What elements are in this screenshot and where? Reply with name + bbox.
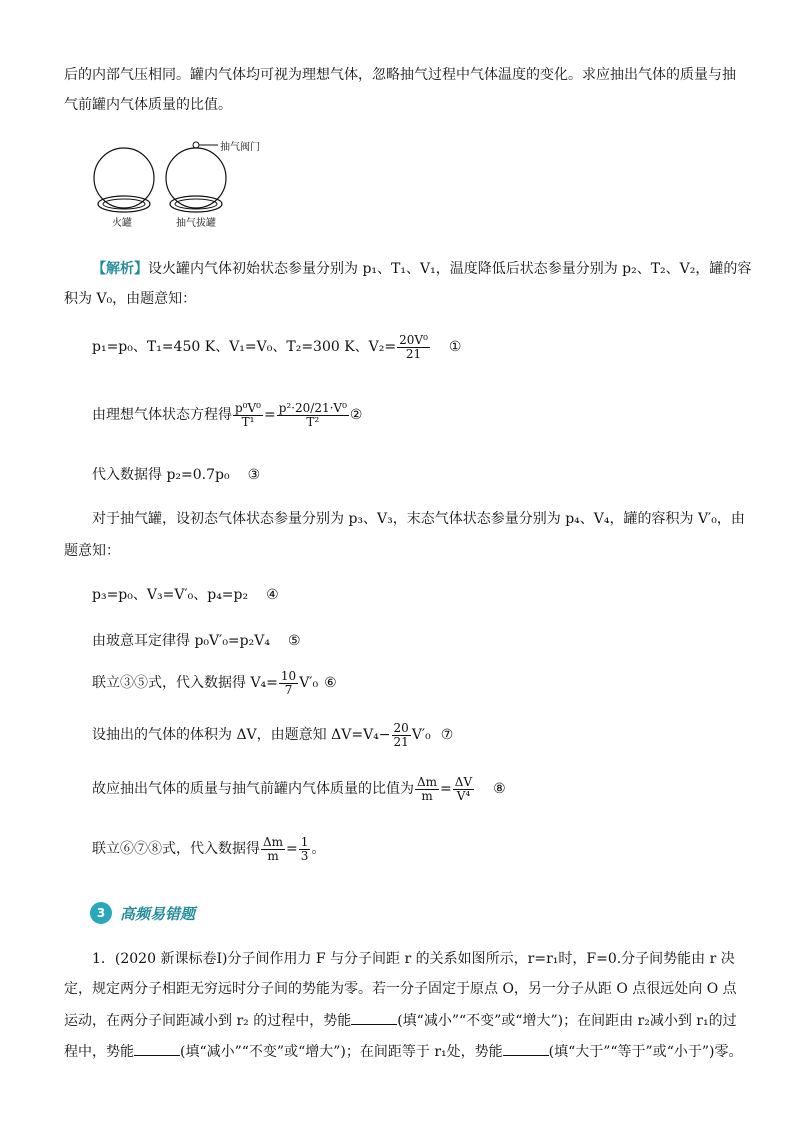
fraction-numerator: p²·20/21·V⁰ (278, 401, 347, 415)
fraction-denominator: 7 (284, 682, 293, 697)
suction-jar-drawing (166, 142, 226, 212)
solution-para-1 (92, 258, 751, 278)
equation-9-text: 联立⑥⑦⑧式，代入数据得 (92, 841, 260, 858)
equation-7-tail: V′₀ (411, 727, 431, 744)
section-title: 高频易错题 (120, 904, 196, 923)
equation-7-mark: ⑦ (440, 727, 454, 744)
equation-4-text: p₃=p₀、V₃=V′₀、p₄=p₂ (92, 587, 249, 603)
fraction-denominator: T² (306, 414, 320, 429)
answer-blank-2[interactable] (134, 1043, 180, 1056)
equation-1-fraction (397, 334, 430, 360)
intro-line-2: 气前罐内气体质量的比值。 (64, 97, 232, 113)
question-line-3 (64, 1010, 737, 1030)
question-line-4-b: (填“减小”“不变”或“增大”)；在间距等于 r₁处，势能 (180, 1044, 503, 1060)
equation-9: 联立⑥⑦⑧式，代入数据得 $\frac{\Delta m}{m}$ = $\frac{1}{3}$ 。 (92, 835, 326, 863)
fraction-numerator: Δm (417, 775, 438, 789)
equation-6-mark: ⑥ (324, 675, 337, 692)
fire-jar-drawing (94, 148, 154, 212)
solution-tag: 【解析】 (92, 261, 148, 277)
equation-8: 故应抽出气体的质量与抽气前罐内气体质量的比值为 $\frac{\Delta m}{m}$ = $\frac{\Delta V}{\text{V⁴}}$ ⑧ (92, 775, 506, 803)
fraction-denominator: V⁴ (456, 788, 471, 803)
answer-blank-3[interactable] (503, 1043, 549, 1056)
equation-2-text: 由理想气体状态方程得 (92, 407, 232, 424)
equation-3-mark: ③ (247, 467, 261, 483)
solution-para-2b: 题意知： (64, 543, 120, 559)
fraction-denominator: 21 (405, 346, 422, 361)
equation-9-left-fraction (261, 836, 285, 862)
fraction-denominator: m (421, 788, 433, 803)
fraction-numerator: 1 (300, 835, 309, 849)
equation-8-mark: ⑧ (493, 781, 506, 798)
equation-1-text: p₁=p₀、T₁=450 K、V₁=V₀、T₂=300 K、V₂= (92, 339, 397, 356)
fire-jar-label: 火罐 (112, 218, 132, 229)
fraction-numerator: p⁰V⁰ (235, 401, 261, 415)
equation-6-text: 联立③⑤式，代入数据得 V₄= (92, 675, 278, 692)
fraction-denominator: 21 (393, 734, 409, 749)
section-header (90, 902, 195, 924)
fraction-numerator: 10 (280, 669, 297, 683)
equation-7-text: 设抽出的气体的体积为 ΔV，由题意知 ΔV=V₄− (92, 727, 391, 744)
question-line-3-a: 运动，在两分子间距减小到 r₂ 的过程中，势能 (64, 1013, 352, 1029)
equation-4 (92, 584, 279, 604)
equation-2-left-fraction (233, 402, 263, 428)
question-line-1: 1．(2020 新课标卷Ⅰ)分子间作用力 F 与分子间距 r 的关系如图所示，r=r₁时，F=0.分子间势能由 r 决 (92, 951, 735, 967)
equation-8-right-fraction (453, 776, 474, 802)
solution-para-1b: 积为 V₀，由题意知： (64, 291, 197, 307)
equation-8-text: 故应抽出气体的质量与抽气前罐内气体质量的比值为 (92, 781, 414, 798)
equation-8-left-fraction (415, 776, 439, 802)
equation-5 (92, 630, 301, 650)
question-line-3-b: (填“减小”“不变”或“增大”)；在间距由 r₂减小到 r₁的过 (397, 1013, 737, 1029)
section-badge-icon: 3 (90, 902, 112, 924)
equation-3-text: 代入数据得 p₂=0.7p₀ (92, 467, 230, 483)
equation-5-mark: ⑤ (287, 633, 301, 649)
equation-7-fraction (392, 722, 411, 748)
fraction-denominator: 3 (300, 848, 309, 863)
equation-3 (92, 464, 260, 484)
solution-para-2: 对于抽气罐，设初态气体状态参量分别为 p₃、V₃，末态气体状态参量分别为 p₄、V₄，罐的容积为 V′₀，由 (92, 511, 745, 527)
fraction-numerator: Δm (263, 835, 284, 849)
question-line-4-a: 程中，势能 (64, 1044, 134, 1060)
question-line-4-c: (填“大于”“等于”或“小于”)零。 (548, 1044, 743, 1060)
equation-1 (92, 334, 461, 360)
valve-label: 抽气阀门 (220, 142, 260, 153)
equation-6-tail: V′₀ (299, 675, 319, 692)
question-line-4 (64, 1041, 743, 1061)
equation-2: 由理想气体状态方程得 $\frac{\text{p⁰V⁰}}{\text{T¹}}$ = $\frac{\text{p²·20/21·V⁰}}{\text{T²}}$ ② (92, 401, 363, 429)
equation-2-right-fraction (277, 402, 349, 428)
fraction-denominator: T¹ (241, 414, 255, 429)
equation-5-text: 由玻意耳定律得 p₀V′₀=p₂V₄ (92, 633, 270, 649)
equation-6 (92, 670, 337, 696)
fraction-numerator: 20V⁰ (399, 333, 428, 347)
equation-9-end: 。 (311, 841, 326, 858)
fraction-denominator: m (267, 848, 279, 863)
solution-para-1-text: 设火罐内气体初始状态参量分别为 p₁、T₁、V₁，温度降低后状态参量分别为 p₂、T₂、V₂，罐的容 (148, 261, 752, 277)
equation-1-mark: ① (448, 339, 462, 356)
equation-9-right-fraction (299, 836, 311, 862)
equation-4-mark: ④ (266, 587, 279, 603)
equation-7 (92, 722, 453, 748)
fraction-numerator: ΔV (454, 775, 473, 789)
question-line-2: 定，规定两分子相距无穷远时分子间的势能为零。若一分子固定于原点 O，另一分子从距 O 点很远处向 O 点 (64, 981, 737, 997)
fraction-numerator: 20 (393, 721, 409, 735)
intro-line-1: 后的内部气压相同。罐内气体均可视为理想气体，忽略抽气过程中气体温度的变化。求应抽出气体的质量与抽 (64, 67, 736, 83)
suction-jar-label: 抽气拔罐 (176, 218, 216, 229)
equation-2-mark: ② (349, 407, 363, 424)
answer-blank-1[interactable] (351, 1012, 397, 1025)
equation-6-fraction (279, 670, 298, 696)
